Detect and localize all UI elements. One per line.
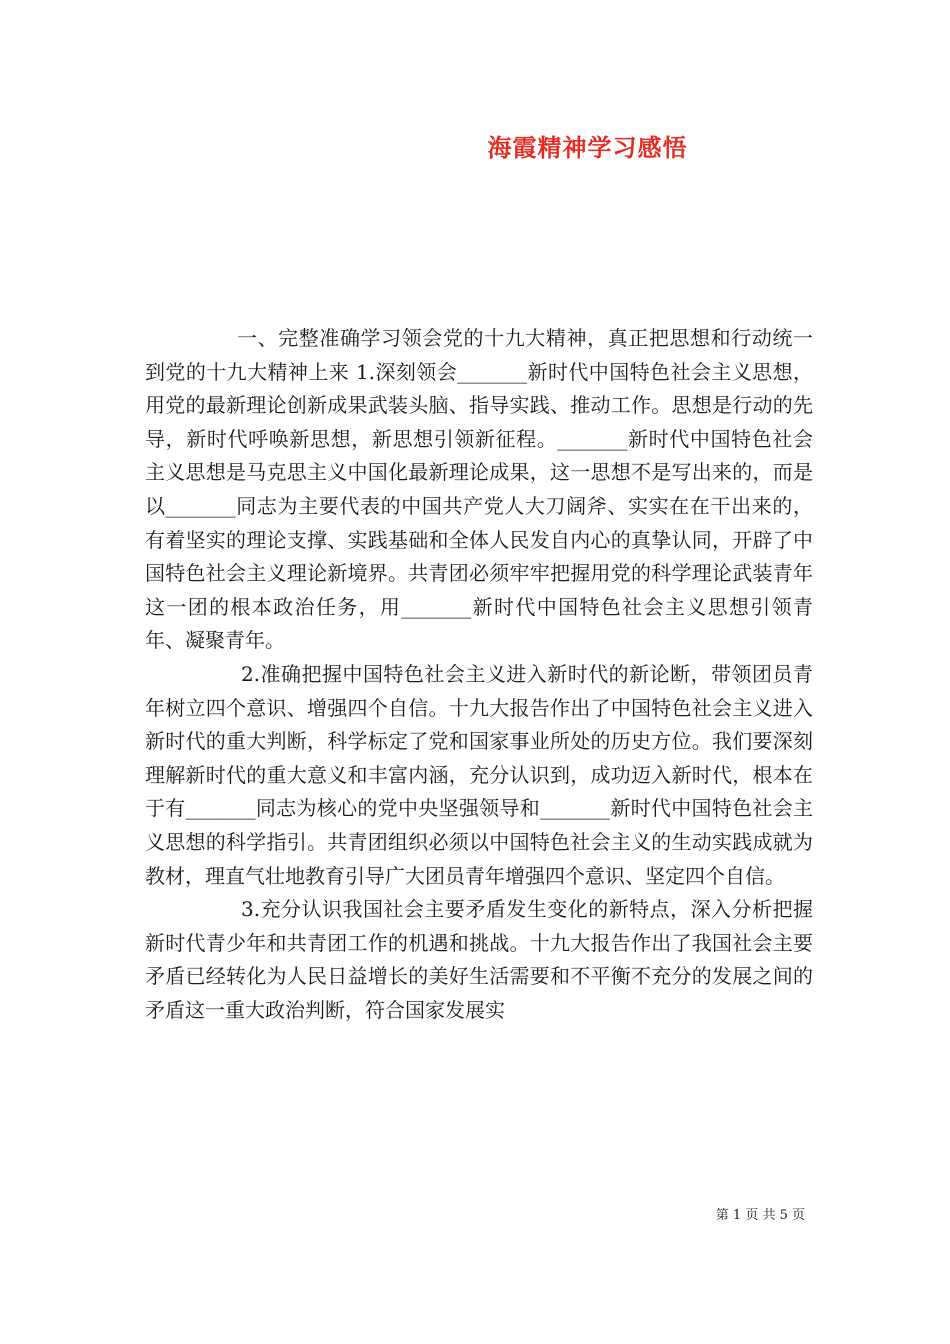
paragraph-2: 2.准确把握中国特色社会主义进入新时代的新论断，带领团员青年树立四个意识、增强四个自信。十九大报告作出了中国特色社会主义进入新时代的重大判断，科学标定了党和国家事业所处的历史方位。我们要深刻理解新时代的重大意义和丰富内涵，充分认识到，成功迈入新时代，根本在于有_______同志为核心的党中央坚强领导和_______新时代中国特色社会主义思想的科学指引。共青团组织必须以中国特色社会主义的生动实践成就为教材，理直气壮地教育引导广大团员青年增强四个意识、坚定四个自信。 (145, 661, 813, 888)
document-body (145, 322, 813, 1027)
page-number-footer: 第 1 页 共 5 页 (715, 1208, 805, 1223)
paragraph-3: 3.充分认识我国社会主要矛盾发生变化的新特点，深入分析把握新时代青少年和共青团工作的机遇和挑战。十九大报告作出了我国社会主要矛盾已经转化为人民日益增长的美好生活需要和不平衡不充分的发展之间的矛盾这一重大政治判断，符合国家发展实 (145, 897, 813, 1022)
document-title: 海霞精神学习感悟 (487, 133, 688, 162)
paragraph-1: 一、完整准确学习领会党的十九大精神，真正把思想和行动统一到党的十九大精神上来 1.深刻领会_______新时代中国特色社会主义思想，用党的最新理论创新成果武装头脑、指导实践、推动工作。思想是行动的先导，新时代呼唤新思想，新思想引领新征程。_______新时代中国特色社会主义思想是马克思主义中国化最新理论成果，这一思想不是写出来的，而是以_______同志为主要代表的中国共产党人大刀阔斧、实实在在干出来的，有着坚实的理论支撑、实践基础和全体人民发自内心的真挚认同，开辟了中国特色社会主义理论新境界。共青团必须牢牢把握用党的科学理论武装青年这一团的根本政治任务，用_______新时代中国特色社会主义思想引领青年、凝聚青年。 (145, 326, 813, 653)
